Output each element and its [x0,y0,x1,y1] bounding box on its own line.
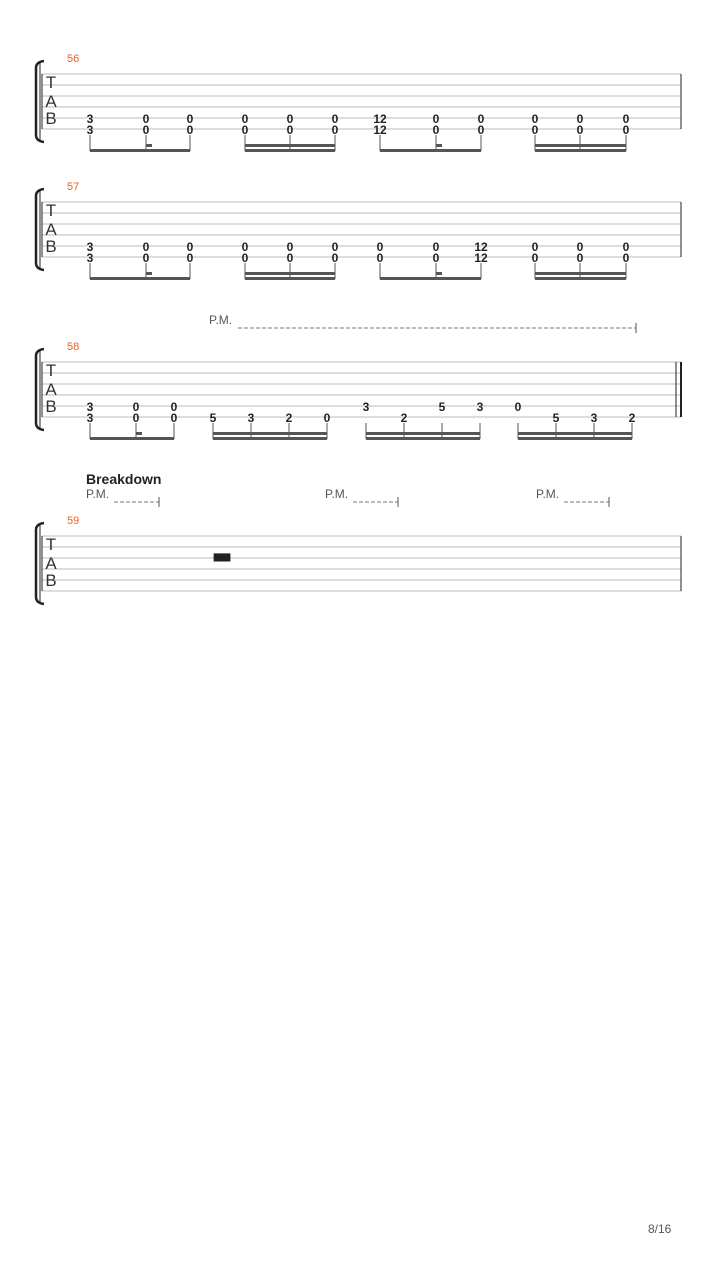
fret-number: 2 [400,411,408,425]
fret-number: 0 [514,400,522,414]
fret-number: 3 [86,411,94,425]
beam-partial [146,144,152,147]
fret-number: 0 [477,123,485,137]
fret-number: 0 [186,240,194,254]
fret-number: 0 [531,112,539,126]
beam-secondary [213,432,327,435]
beam-secondary [245,272,335,275]
fret-number: 0 [286,240,294,254]
fret-number: 0 [576,251,584,265]
tab-clef-a: A [45,92,57,111]
fret-number: 3 [86,112,94,126]
fret-number: 0 [531,251,539,265]
fret-number: 3 [86,123,94,137]
palm-mute-label: P.M. [86,487,110,501]
fret-number: 0 [576,123,584,137]
fret-number: 0 [132,411,140,425]
fret-number: 3 [362,400,370,414]
beam-primary [366,437,480,440]
measure-number: 58 [67,341,80,353]
fret-number: 0 [622,123,630,137]
fret-number: 0 [286,123,294,137]
beam-primary [213,437,327,440]
fret-number: 0 [186,251,194,265]
fret-number: 12 [373,123,387,137]
fret-number: 0 [241,123,249,137]
fret-number: 5 [552,411,560,425]
tab-clef-t: T [45,361,57,380]
fret-number: 0 [170,400,178,414]
fret-number: 0 [331,240,339,254]
fret-number: 0 [432,240,440,254]
palm-mute-label: P.M. [325,487,349,501]
tab-clef-b: B [45,109,57,128]
beam-partial [136,432,142,435]
fret-number: 0 [331,251,339,265]
tab-clef-b: B [45,571,57,590]
fret-number: 0 [576,240,584,254]
fret-number: 12 [474,251,488,265]
tab-clef-b: B [45,237,57,256]
beam-primary [90,149,190,152]
fret-number: 0 [241,240,249,254]
fret-number: 0 [331,112,339,126]
beam-partial [436,144,442,147]
beam-secondary [518,432,632,435]
fret-number: 0 [531,240,539,254]
fret-number: 3 [590,411,598,425]
tab-clef-a: A [45,220,57,239]
fret-number: 0 [186,112,194,126]
beam-primary [245,149,335,152]
tab-clef-a: A [45,554,57,573]
beam-secondary [245,144,335,147]
beam-primary [518,437,632,440]
beam-primary [380,277,481,280]
beam-partial [436,272,442,275]
fret-number: 12 [373,112,387,126]
fret-number: 5 [438,400,446,414]
tab-clef-t: T [45,535,57,554]
fret-number: 3 [247,411,255,425]
beam-primary [245,277,335,280]
fret-number: 3 [86,240,94,254]
fret-number: 0 [142,123,150,137]
fret-number: 2 [628,411,636,425]
fret-number: 0 [432,112,440,126]
fret-number: 0 [622,112,630,126]
fret-number: 0 [286,112,294,126]
section-label: Breakdown [86,471,162,487]
fret-number: 0 [323,411,331,425]
fret-number: 5 [209,411,217,425]
tab-clef-b: B [45,397,57,416]
tab-clef-t: T [45,73,57,92]
fret-number: 3 [86,400,94,414]
beam-primary [90,437,174,440]
fret-number: 0 [531,123,539,137]
fret-number: 0 [286,251,294,265]
fret-number: 0 [331,123,339,137]
beam-primary [380,149,481,152]
beam-primary [535,277,626,280]
beam-secondary [535,144,626,147]
beam-primary [535,149,626,152]
fret-number: 12 [474,240,488,254]
fret-number: 0 [241,251,249,265]
rest-symbol: ▬ [211,544,233,569]
fret-number: 0 [186,123,194,137]
beam-primary [90,277,190,280]
fret-number: 0 [132,400,140,414]
fret-number: 0 [576,112,584,126]
fret-number: 0 [477,112,485,126]
beam-secondary [366,432,480,435]
measure-number: 57 [67,181,80,193]
palm-mute-label: P.M. [536,487,560,501]
page-number: 8/16 [648,1222,672,1236]
tab-clef-t: T [45,201,57,220]
fret-number: 0 [142,251,150,265]
fret-number: 0 [376,240,384,254]
fret-number: 0 [142,240,150,254]
fret-number: 0 [432,251,440,265]
fret-number: 2 [285,411,293,425]
fret-number: 0 [622,251,630,265]
measure-number: 56 [67,53,80,65]
beam-secondary [535,272,626,275]
fret-number: 0 [376,251,384,265]
fret-number: 0 [241,112,249,126]
fret-number: 3 [476,400,484,414]
fret-number: 3 [86,251,94,265]
fret-number: 0 [622,240,630,254]
fret-number: 0 [432,123,440,137]
fret-number: 0 [170,411,178,425]
tab-clef-a: A [45,380,57,399]
measure-number: 59 [67,515,80,527]
beam-partial [146,272,152,275]
fret-number: 0 [142,112,150,126]
palm-mute-label: P.M. [209,313,233,327]
